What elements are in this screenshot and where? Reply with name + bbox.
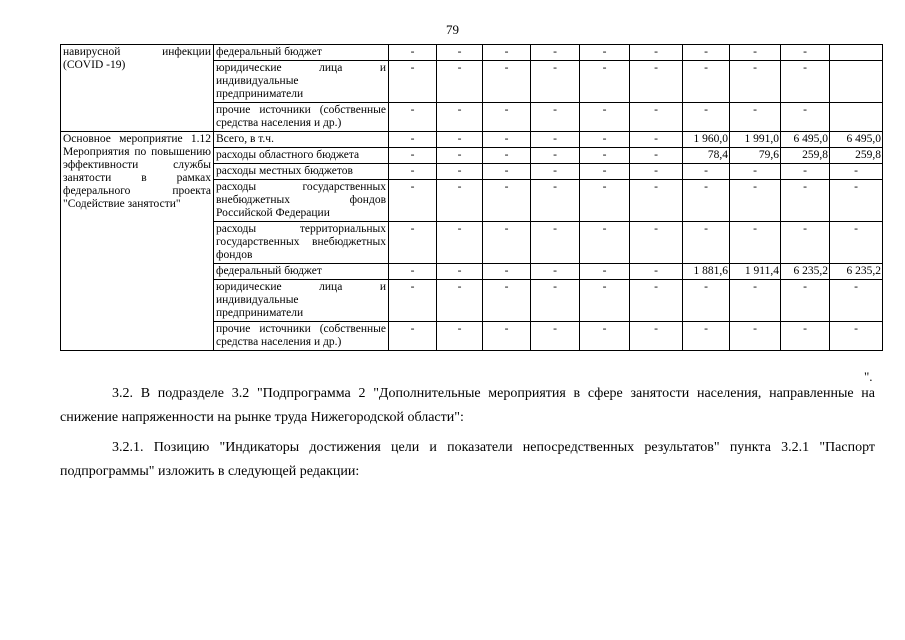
funding-source-cell: прочие источники (собственные средства населения и др.) (214, 322, 389, 351)
value-cell: - (531, 222, 580, 264)
value-cell: - (730, 322, 781, 351)
value-cell: - (580, 222, 630, 264)
value-cell: - (531, 148, 580, 164)
value-cell: - (580, 280, 630, 322)
value-cell: - (389, 61, 437, 103)
value-cell: - (630, 45, 683, 61)
funding-source-cell: юридические лица и индивидуальные предприниматели (214, 280, 389, 322)
value-cell (830, 45, 883, 61)
funding-source-cell: прочие источники (собственные средства населения и др.) (214, 103, 389, 132)
table-row (61, 132, 883, 148)
funding-table (60, 44, 883, 351)
value-cell: - (437, 61, 483, 103)
value-cell: 6 235,2 (830, 264, 883, 280)
value-cell: - (531, 45, 580, 61)
value-cell: - (730, 103, 781, 132)
value-cell: - (483, 322, 531, 351)
value-cell: - (437, 164, 483, 180)
value-cell: - (781, 280, 830, 322)
value-cell: - (730, 164, 781, 180)
value-cell: - (683, 103, 730, 132)
value-cell: - (683, 280, 730, 322)
value-cell: - (683, 45, 730, 61)
value-cell: - (483, 103, 531, 132)
value-cell: - (389, 222, 437, 264)
value-cell: - (437, 180, 483, 222)
value-cell: - (630, 132, 683, 148)
value-cell: - (437, 103, 483, 132)
value-cell: - (830, 322, 883, 351)
value-cell: - (437, 132, 483, 148)
value-cell: - (630, 264, 683, 280)
value-cell: - (531, 180, 580, 222)
value-cell: - (531, 103, 580, 132)
value-cell: - (580, 180, 630, 222)
value-cell: - (389, 103, 437, 132)
value-cell: - (630, 148, 683, 164)
value-cell: 1 991,0 (730, 132, 781, 148)
value-cell: 6 235,2 (781, 264, 830, 280)
value-cell: - (830, 164, 883, 180)
value-cell: - (683, 322, 730, 351)
funding-source-cell: расходы областного бюджета (214, 148, 389, 164)
paragraph-subsection-3-2: 3.2. В подразделе 3.2 "Подпрограмма 2 "Дополнительные мероприятия в сфере занятости населения, направленные на снижение напряженности на рынке труда Нижегородской области": (60, 386, 875, 425)
value-cell: - (781, 103, 830, 132)
value-cell: - (437, 148, 483, 164)
value-cell: - (580, 148, 630, 164)
value-cell: - (483, 148, 531, 164)
funding-source-cell: юридические лица и индивидуальные предприниматели (214, 61, 389, 103)
value-cell: - (483, 164, 531, 180)
value-cell: 6 495,0 (781, 132, 830, 148)
value-cell: - (483, 45, 531, 61)
value-cell: - (830, 280, 883, 322)
value-cell: - (730, 280, 781, 322)
value-cell: - (483, 61, 531, 103)
funding-source-cell: расходы местных бюджетов (214, 164, 389, 180)
value-cell: - (830, 222, 883, 264)
value-cell: - (683, 61, 730, 103)
value-cell: 79,6 (730, 148, 781, 164)
value-cell: - (580, 103, 630, 132)
value-cell: - (437, 222, 483, 264)
value-cell: - (389, 264, 437, 280)
value-cell: 6 495,0 (830, 132, 883, 148)
value-cell: - (483, 180, 531, 222)
value-cell: - (389, 164, 437, 180)
funding-source-cell: федеральный бюджет (214, 45, 389, 61)
value-cell: - (389, 148, 437, 164)
value-cell: - (781, 222, 830, 264)
value-cell: - (730, 61, 781, 103)
value-cell: - (730, 45, 781, 61)
value-cell: - (437, 264, 483, 280)
value-cell: - (580, 264, 630, 280)
value-cell: 259,8 (830, 148, 883, 164)
value-cell: - (483, 264, 531, 280)
value-cell: 1 881,6 (683, 264, 730, 280)
value-cell: - (630, 103, 683, 132)
value-cell: - (580, 61, 630, 103)
funding-source-cell: Всего, в т.ч. (214, 132, 389, 148)
value-cell: - (630, 222, 683, 264)
value-cell: - (389, 180, 437, 222)
value-cell: - (630, 280, 683, 322)
value-cell: - (580, 132, 630, 148)
value-cell: - (630, 164, 683, 180)
value-cell: - (630, 61, 683, 103)
value-cell: - (683, 180, 730, 222)
value-cell: - (437, 45, 483, 61)
value-cell: - (483, 132, 531, 148)
value-cell: - (683, 222, 730, 264)
table-row (61, 45, 883, 61)
paragraph-item-3-2-1: 3.2.1. Позицию "Индикаторы достижения цели и показатели непосредственных результатов" пункта 3.2.1 "Паспорт подпрограммы" изложить в следующей редакции: (60, 440, 875, 479)
value-cell: - (830, 180, 883, 222)
value-cell: - (531, 264, 580, 280)
funding-source-cell: расходы государственных внебюджетных фондов Российской Федерации (214, 180, 389, 222)
value-cell: - (389, 280, 437, 322)
closing-quote-mark: ". (864, 369, 873, 384)
value-cell: - (531, 164, 580, 180)
funding-source-cell: расходы территориальных государственных внебюджетных фондов (214, 222, 389, 264)
value-cell: - (781, 164, 830, 180)
value-cell (830, 103, 883, 132)
value-cell: - (580, 164, 630, 180)
value-cell: - (781, 322, 830, 351)
value-cell: 78,4 (683, 148, 730, 164)
funding-source-cell: федеральный бюджет (214, 264, 389, 280)
value-cell: - (781, 180, 830, 222)
value-cell: - (730, 180, 781, 222)
value-cell: - (630, 322, 683, 351)
value-cell: - (781, 45, 830, 61)
value-cell: - (683, 164, 730, 180)
table-body (61, 45, 883, 351)
value-cell: - (389, 45, 437, 61)
measure-cell: навирусной инфекции (COVID -19) (61, 45, 214, 132)
value-cell: - (483, 280, 531, 322)
value-cell: - (630, 180, 683, 222)
value-cell: - (437, 322, 483, 351)
value-cell: - (580, 322, 630, 351)
value-cell: 259,8 (781, 148, 830, 164)
value-cell: - (389, 322, 437, 351)
value-cell: - (531, 132, 580, 148)
value-cell: - (781, 61, 830, 103)
value-cell: 1 960,0 (683, 132, 730, 148)
value-cell: - (483, 222, 531, 264)
value-cell: - (531, 61, 580, 103)
measure-cell: Основное мероприятие 1.12 Мероприятия по повышению эффективности службы занятости в рамках федерального проекта "Содействие занятости" (61, 132, 214, 351)
value-cell: - (580, 45, 630, 61)
value-cell: - (389, 132, 437, 148)
value-cell: - (531, 322, 580, 351)
page-number: 79 (446, 22, 459, 37)
value-cell: - (531, 280, 580, 322)
value-cell: 1 911,4 (730, 264, 781, 280)
value-cell: - (730, 222, 781, 264)
value-cell (830, 61, 883, 103)
value-cell: - (437, 280, 483, 322)
